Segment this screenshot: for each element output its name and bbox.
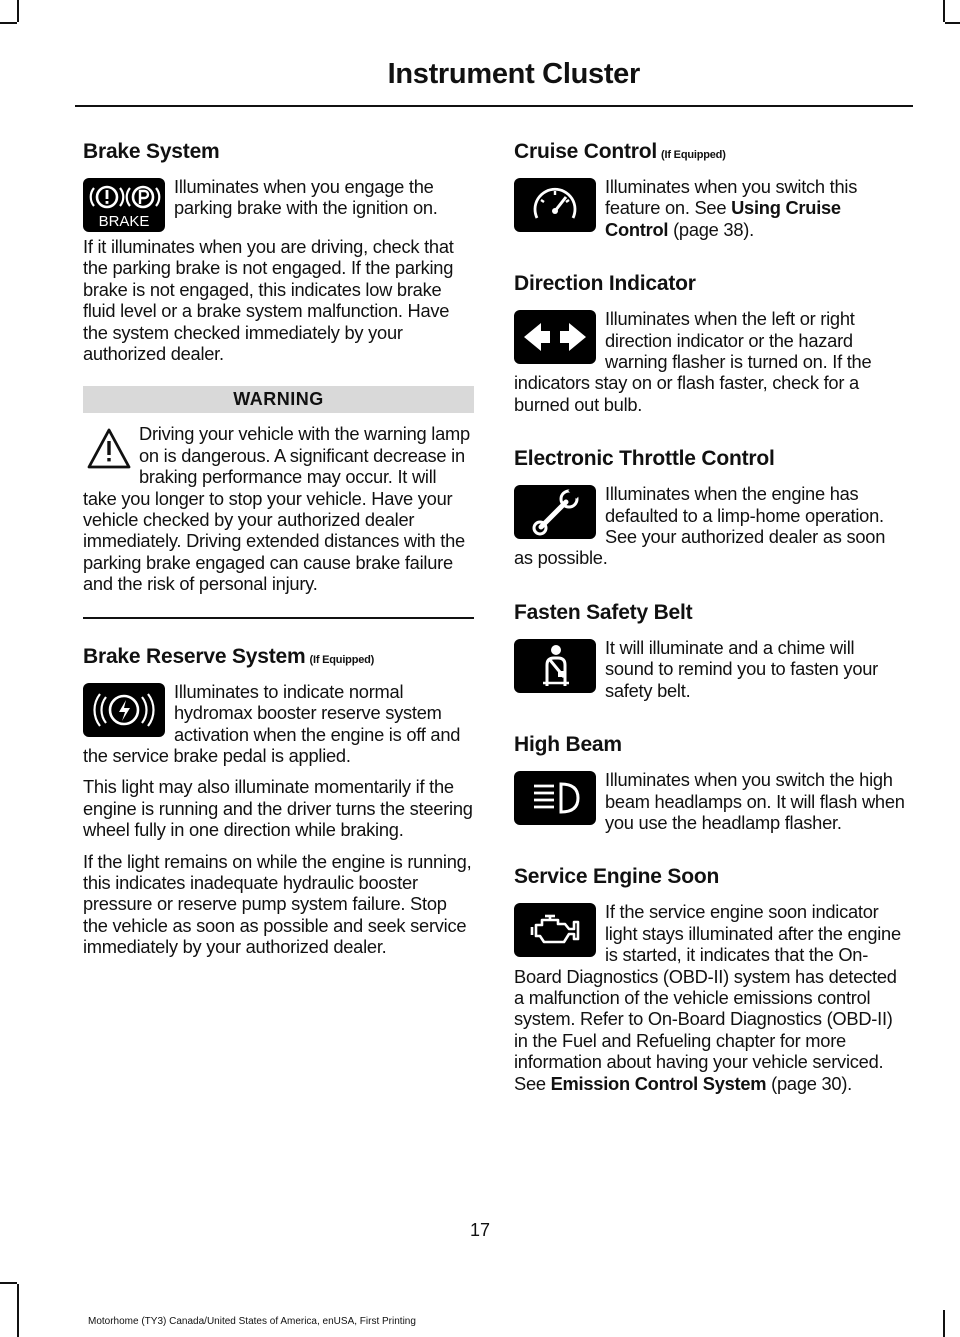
- section-title: [83, 645, 474, 669]
- header-rule: [75, 105, 913, 107]
- section-title: Service Engine Soon: [514, 865, 720, 889]
- paragraph: Illuminates when you engage the parking brake with the ignition on.: [174, 176, 438, 219]
- paragraph: Illuminates when you switch the high beam headlamps on. It will flash when you use the headlamp flasher.: [605, 769, 905, 833]
- section-title-text: Cruise Control: [514, 140, 658, 163]
- warning-text: Driving your vehicle with the warning lamp on is dangerous. A significant decrease in braking performance may occur. It will take you longer to stop your vehicle. Have your vehicle checked by your authorized dealer immediately. Driving extended distances with the parking brake engaged can cause brake failure and the risk of personal injury.: [83, 423, 470, 595]
- paragraph: It will illuminate and a chime will sound to remind you to fasten your safety belt.: [605, 636, 878, 701]
- warning-triangle-icon: [87, 427, 131, 471]
- section-title: Direction Indicator: [514, 272, 696, 296]
- direction-indicator-body: [514, 308, 906, 425]
- cruise-control-icon: [514, 178, 596, 232]
- if-equipped-tag: (If Equipped): [661, 149, 726, 161]
- section-title: High Beam: [514, 733, 622, 757]
- throttle-control-body: [514, 483, 906, 579]
- cross-reference-link[interactable]: Emission Control System: [550, 1072, 767, 1094]
- crop-mark: [945, 22, 960, 24]
- text: (page 30).: [766, 1072, 852, 1094]
- brake-reserve-section: [83, 645, 474, 958]
- cross-reference-link[interactable]: Using Cruise Control: [605, 197, 841, 240]
- brake-system-body: [83, 176, 474, 236]
- brake-reserve-icon: [83, 683, 165, 737]
- direction-arrows-icon: [514, 310, 596, 364]
- text: (page 38).: [668, 218, 754, 240]
- text: If the service engine soon indicator light stays illuminated after the engine is started, it indicates that the On-Board Diagnostics (OBD-II) system has detected a malfunction of the vehicle emissions control system. Refer to On-Board Diagnostics (OBD-II) in the Fuel and Refueling chapter for more information about having your vehicle serviced. See: [514, 901, 901, 1094]
- section-title: [514, 140, 906, 164]
- brake-icon-label: BRAKE: [98, 213, 150, 230]
- left-column: [83, 140, 474, 980]
- high-beam-icon: [514, 771, 596, 825]
- warning-heading: WARNING: [83, 386, 474, 413]
- crop-mark: [17, 0, 19, 22]
- service-engine-section: [514, 865, 906, 1104]
- right-column: [514, 140, 906, 1126]
- brake-system-section: [83, 140, 474, 364]
- crop-mark: [17, 1284, 19, 1337]
- paragraph: Illuminates when the left or right direction indicator or the hazard warning flasher is turned on. If the indicators stay on or flash faster, check for a burned out bulb.: [514, 308, 872, 415]
- direction-indicator-section: [514, 272, 906, 425]
- page-number: 17: [469, 1220, 491, 1240]
- divider: [83, 617, 474, 619]
- check-engine-icon: [514, 903, 596, 957]
- high-beam-body: [514, 769, 906, 843]
- paragraph: Illuminates when the engine has defaulted to a limp-home operation. See your authorized dealer as soon as possible.: [514, 483, 886, 569]
- section-title: Fasten Safety Belt: [514, 600, 693, 624]
- paragraph: This light may also illuminate momentarily if the engine is running and the driver turns the steering wheel fully in one direction while braking.: [83, 776, 473, 841]
- if-equipped-tag: (If Equipped): [309, 653, 375, 666]
- brake-reserve-body: [83, 681, 474, 777]
- crop-mark: [943, 1310, 945, 1337]
- footer-text: Motorhome (TY3) Canada/United States of America, enUSA, First Printing: [88, 1316, 416, 1327]
- safety-belt-section: [514, 601, 906, 711]
- throttle-control-section: [514, 447, 906, 579]
- crop-mark: [943, 0, 945, 22]
- wrench-icon: [514, 485, 596, 539]
- warning-body: [83, 423, 474, 604]
- section-title-text: Brake Reserve System: [83, 644, 306, 668]
- brake-warning-icon: [83, 178, 165, 232]
- cruise-control-section: [514, 140, 906, 250]
- high-beam-section: [514, 733, 906, 843]
- page-title: Instrument Cluster: [387, 58, 640, 90]
- section-title: Brake System: [83, 140, 220, 163]
- crop-mark: [0, 22, 17, 24]
- safety-belt-body: [514, 637, 906, 711]
- paragraph: If the light remains on while the engine is running, this indicates inadequate hydraulic booster pressure or reserve pump system failure. Stop the vehicle as soon as possible and seek service immediately by your authorized dealer.: [83, 850, 472, 958]
- crop-mark: [0, 1282, 17, 1284]
- service-engine-body: [514, 901, 906, 1104]
- text: Illuminates when you switch this feature on. See: [605, 176, 858, 219]
- paragraph: If it illuminates when you are driving, check that the parking brake is not engaged. If the parking brake is not engaged, this indicates low brake fluid level or a brake system malfunction. Have the system checked immediately by your authorized dealer.: [83, 236, 454, 365]
- paragraph: Illuminates to indicate normal hydromax booster reserve system activation when the engine is off and the service brake pedal is applied.: [83, 680, 461, 766]
- seatbelt-icon: [514, 639, 596, 693]
- section-title: Electronic Throttle Control: [514, 447, 775, 471]
- cruise-control-body: [514, 176, 906, 250]
